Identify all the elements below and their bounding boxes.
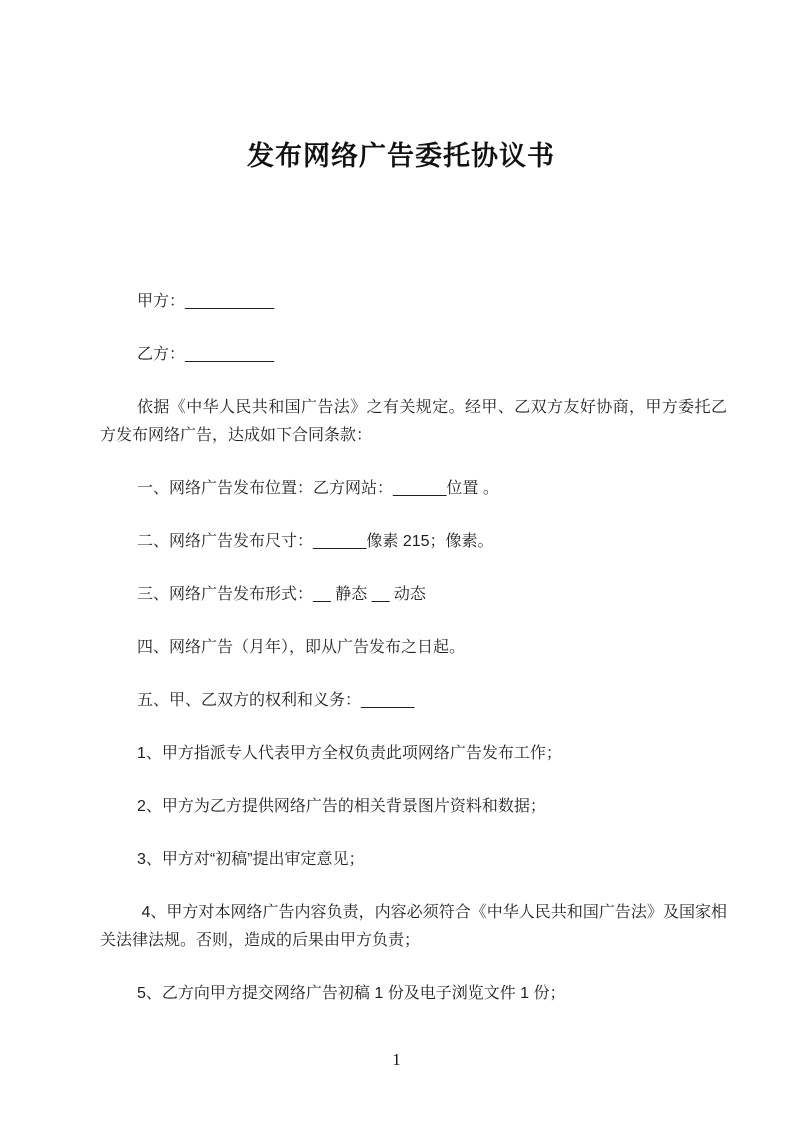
obligation-item-5: 5、乙方向甲方提交网络广告初稿 1 份及电子浏览文件 1 份； (137, 985, 566, 1002)
clause-3-format: 三、网络广告发布形式：__ 静态 __ 动态 (137, 586, 426, 603)
clause-4-duration: 四、网络广告（月年），即从广告发布之日起。 (137, 639, 466, 656)
obligation-item-3: 3、甲方对“初稿”提出审定意见； (137, 851, 365, 868)
preamble-paragraph: 依据《中华人民共和国广告法》之有关规定。经甲、乙双方友好协商，甲方委托乙方发布网络广告，达成如下合同条款： (100, 399, 727, 444)
obligation-item-4: 4、甲方对本网络广告内容负责，内容必须符合《中华人民共和国广告法》及国家相关法律法规。否则，造成的后果由甲方负责； (100, 904, 727, 949)
party-a-blank-line: 甲方：__________ (137, 293, 274, 310)
page-number: 1 (392, 1050, 401, 1069)
clause-5-rights-obligations: 五、甲、乙双方的权利和义务：______ (137, 692, 415, 709)
party-b-blank-line: 乙方：__________ (137, 346, 274, 363)
clause-2-size: 二、网络广告发布尺寸：______像素 215；像素。 (137, 533, 494, 550)
obligation-item-1: 1、甲方指派专人代表甲方全权负责此项网络广告发布工作； (137, 745, 562, 762)
obligation-item-2: 2、甲方为乙方提供网络广告的相关背景图片资料和数据； (137, 798, 546, 815)
clause-1-position: 一、网络广告发布位置：乙方网站：______位置 。 (137, 480, 499, 497)
document-title: 发布网络广告委托协议书 (247, 141, 555, 171)
